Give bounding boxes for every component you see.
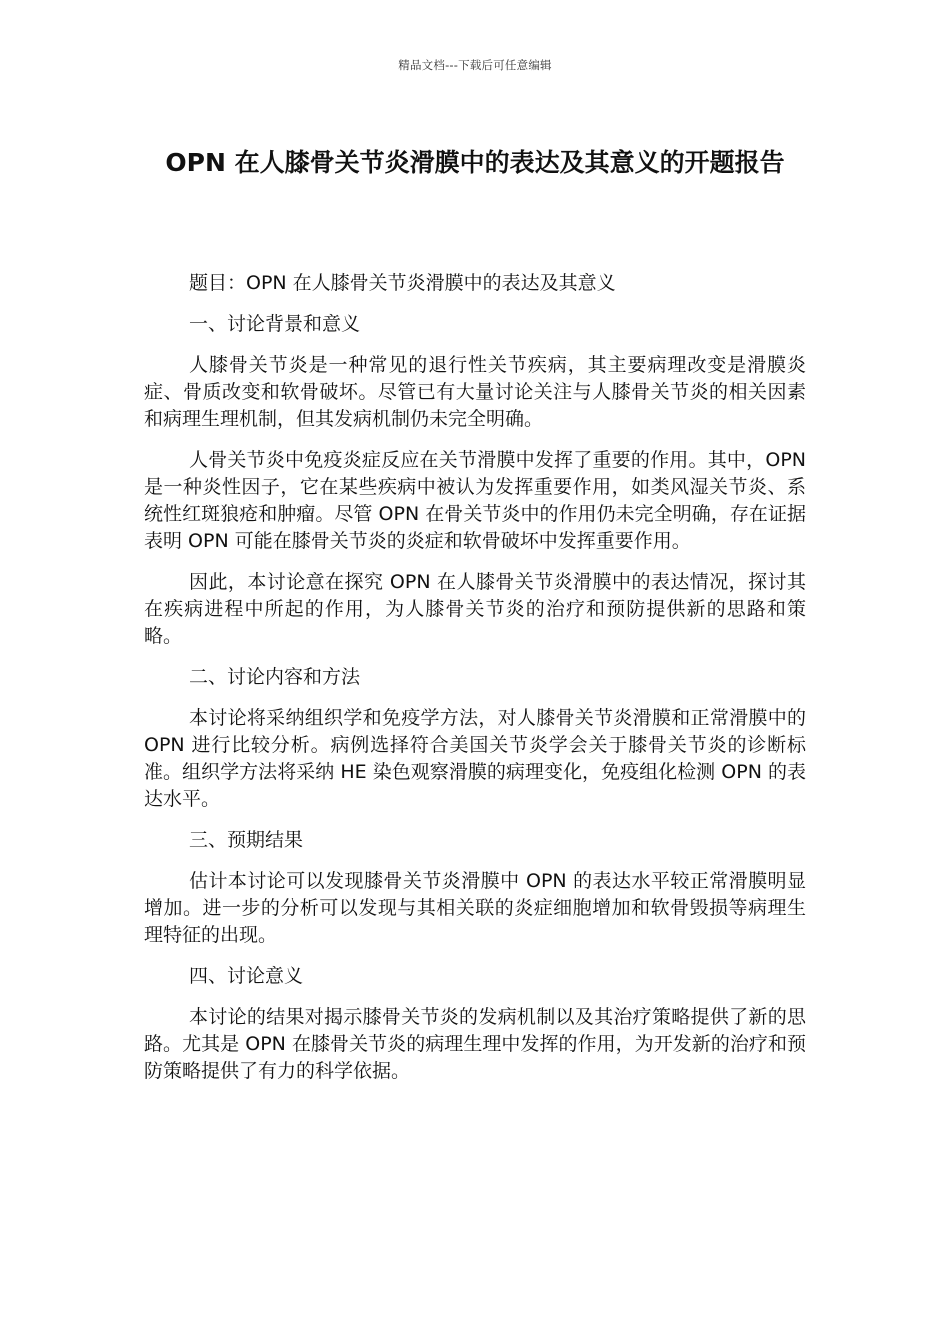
section-heading-expected-results: 三、预期结果 [189,829,304,851]
paragraph-methods-1: 本讨论将采纳组织学和免疫学方法，对人膝骨关节炎滑膜和正常滑膜中的 OPN 进行比较分析。病例选择符合美国关节炎学会关于膝骨关节炎的诊断标准。组织学方法将采纳 HE 染色观察滑膜的病理变化，免疫组化检测 OPN 的表达水平。 [144,707,806,810]
paragraph-significance-1: 本讨论的结果对揭示膝骨关节炎的发病机制以及其治疗策略提供了新的思路。尤其是 OPN 在膝骨关节炎的病理生理中发挥的作用，为开发新的治疗和预防策略提供了有力的科学依据。 [144,1006,806,1082]
paragraph-background-1: 人膝骨关节炎是一种常见的退行性关节疾病，其主要病理改变是滑膜炎症、骨质改变和软骨破坏。尽管已有大量讨论关注与人膝骨关节炎的相关因素和病理生理机制，但其发病机制仍未完全明确。 [144,354,806,430]
section-heading-background: 一、讨论背景和意义 [189,313,361,335]
paragraph-expected-results-1: 估计本讨论可以发现膝骨关节炎滑膜中 OPN 的表达水平较正常滑膜明显增加。进一步的分析可以发现与其相关联的炎症细胞增加和软骨毁损等病理生理特征的出现。 [144,870,806,946]
document-title: OPN 在人膝骨关节炎滑膜中的表达及其意义的开题报告 [165,148,785,177]
subject-line: 题目：OPN 在人膝骨关节炎滑膜中的表达及其意义 [189,272,616,294]
document-body [144,270,806,1099]
section-heading-methods: 二、讨论内容和方法 [189,666,361,688]
section-heading-significance: 四、讨论意义 [189,965,304,987]
paragraph-background-2: 人骨关节炎中免疫炎症反应在关节滑膜中发挥了重要的作用。其中，OPN 是一种炎性因子，它在某些疾病中被认为发挥重要作用，如类风湿关节炎、系统性红斑狼疮和肿瘤。尽管 OPN 在骨关节炎中的作用仍未完全明确，存在证据表明 OPN 可能在膝骨关节炎的炎症和软骨破坏中发挥重要作用。 [144,449,806,552]
header-note: 精品文档---下载后可任意编辑 [398,58,552,72]
paragraph-background-3: 因此，本讨论意在探究 OPN 在人膝骨关节炎滑膜中的表达情况，探讨其在疾病进程中所起的作用，为人膝骨关节炎的治疗和预防提供新的思路和策略。 [144,571,806,647]
